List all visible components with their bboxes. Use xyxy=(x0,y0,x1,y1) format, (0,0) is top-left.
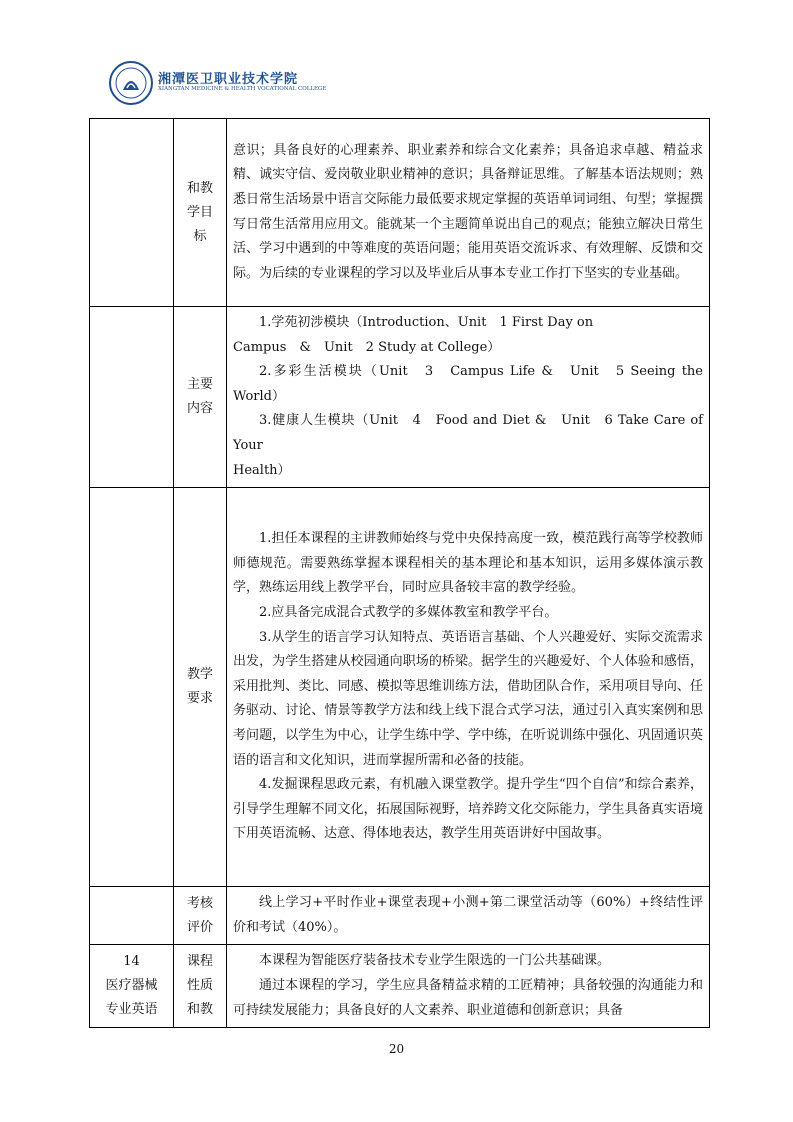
row-label-course-nature: 课程 性质 和教 xyxy=(174,945,227,1028)
paragraph: 2.应具备完成混合式教学的多媒体教室和教学平台。 xyxy=(259,605,558,621)
list-item: 3.健康人生模块（Unit 4 Food and Diet & Unit 6 Take Care of Your xyxy=(233,413,703,453)
paragraph: 4.发掘课程思政元素，有机融入课堂教学。提升学生“四个自信”和综合素养，引导学生理解不同文化，拓展国际视野，培养跨文化交际能力，学生具备真实语境下用英语流畅、达意、得体地表达，教学生用英语讲好中国故事。 xyxy=(233,777,703,842)
paragraph: 通过本课程的学习，学生应具备精益求精的工匠精神；具备较强的沟通能力和可持续发展能力；具备良好的人文素养、职业道德和创新意识；具备 xyxy=(233,978,703,1018)
college-emblem-icon xyxy=(108,60,154,106)
table-row xyxy=(90,307,710,488)
list-item: Campus & Unit 2 Study at College） xyxy=(233,339,501,355)
paragraph: 意识；具备良好的心理素养、职业素养和综合文化素养；具备追求卓越、精益求精、诚实守信、爱岗敬业职业精神的意识；具备辩证思维。了解基本语法规则；熟悉日常生活场景中语言交际能力最低要求规定掌握的英语单词词组、句型；掌握撰写日常生活常用应用文。能就某一个主题简单说出自己的观点；能独立解决日常生活、学习中遇到的中等难度的英语问题；能用英语交流诉求、有效理解、反馈和交际。为后续的专业课程的学习以及毕业后从事本专业工作打下坚实的专业基础。 xyxy=(233,142,703,281)
assessment-content xyxy=(227,887,710,945)
college-logo xyxy=(108,60,327,110)
list-item: Health） xyxy=(233,462,291,478)
row-label-main-content: 主要 内容 xyxy=(174,307,227,488)
list-item: 2.多彩生活模块（Unit 3 Campus Life & Unit 5 Seeing the World） xyxy=(233,364,703,404)
course-number: 14 xyxy=(123,954,140,970)
row-label-assessment: 考核 评价 xyxy=(174,887,227,945)
paragraph: 3.从学生的语言学习认知特点、英语语言基础、个人兴趣爱好、实际交流需求出发，为学生搭建从校园通向职场的桥梁。据学生的兴趣爱好、个人体验和感悟，采用批判、类比、同感、模拟等思维训练方法，借助团队合作，采用项目导向、任务驱动、讨论、情景等教学方法和线上线下混合式学习法，通过引入真实案例和思考问题，以学生为中心，让学生练中学、学中练，在听说训练中强化、巩固通识英语的语言和文化知识，进而掌握所需和必备的技能。 xyxy=(233,629,703,768)
page-number: 20 xyxy=(388,1042,405,1056)
course-nature-content xyxy=(227,945,710,1028)
teaching-requirements-content xyxy=(227,488,710,887)
table-row xyxy=(90,119,710,307)
table-row xyxy=(90,945,710,1028)
course-table xyxy=(89,118,710,1028)
list-item: 1.学苑初涉模块（Introduction、Unit 1 First Day on xyxy=(259,315,594,330)
table-row xyxy=(90,887,710,945)
paragraph: 本课程为智能医疗装备技术专业学生限选的一门公共基础课。 xyxy=(259,953,611,969)
paragraph: 1.担任本课程的主讲教师始终与党中央保持高度一致，模范践行高等学校教师师德规范。需要熟练掌握本课程相关的基本理论和基本知识，运用多媒体演示教学，熟练运用线上教学平台，同时应具备较丰富的教学经验。 xyxy=(233,531,703,596)
course-name: 医疗器械 xyxy=(105,978,158,994)
course-id-cell xyxy=(90,488,174,887)
table-row xyxy=(90,488,710,887)
course-name: 专业英语 xyxy=(105,1002,158,1018)
objectives-content xyxy=(227,119,710,307)
logo-english-name: XIANGTAN MEDICINE & HEALTH VOCATIONAL COLLEGE xyxy=(158,86,327,92)
logo-chinese-name: 湘潭医卫职业技术学院 xyxy=(158,72,299,87)
course-id-cell xyxy=(90,307,174,488)
row-label-objectives: 和教 学目 标 xyxy=(174,119,227,307)
course-id-cell xyxy=(90,945,174,1028)
course-id-cell xyxy=(90,887,174,945)
main-content-list xyxy=(227,307,710,488)
paragraph: 线上学习+平时作业+课堂表现+小测+第二课堂活动等（60%）+终结性评价和考试（40%）。 xyxy=(233,895,703,935)
course-id-cell xyxy=(90,119,174,307)
row-label-teaching-requirements: 教学 要求 xyxy=(174,488,227,887)
